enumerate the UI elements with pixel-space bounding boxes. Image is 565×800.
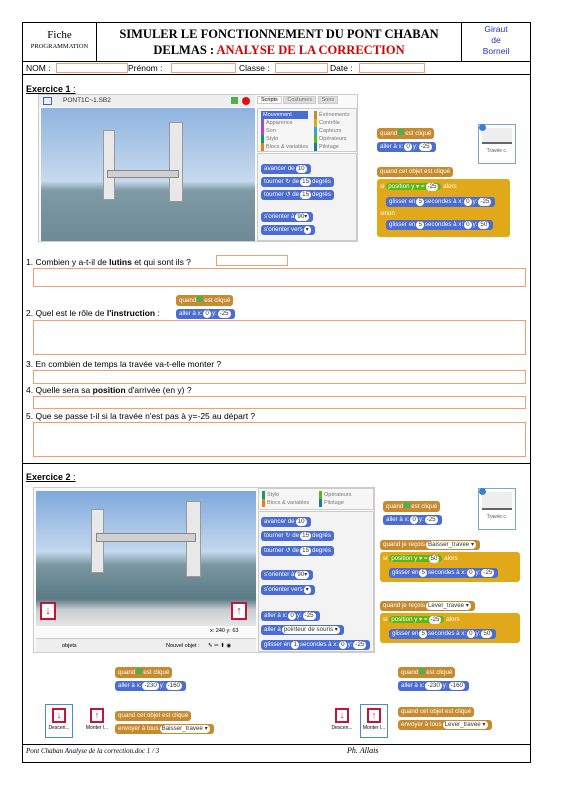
footer-line — [22, 744, 531, 745]
bottom-left-click-hat[interactable]: quand cet objet est cliqué — [115, 711, 191, 721]
window-title: PONT1C~1.SB2 — [63, 97, 111, 104]
answer-1-box[interactable] — [33, 268, 526, 287]
category-pilotage[interactable]: Pilotage — [314, 143, 350, 151]
descendre-label: Descen... — [331, 725, 353, 731]
classe-label: Classe : — [239, 63, 270, 73]
ex2-receive-lever[interactable]: quand je reçois Lever_travee ▾ — [380, 601, 475, 611]
nom-input[interactable] — [56, 63, 128, 73]
monter-sprite-thumbnail-2[interactable]: ↑ Monter l... — [360, 704, 388, 738]
answer-5-box[interactable] — [33, 422, 526, 457]
category-operateurs[interactable]: Opérateurs — [319, 491, 352, 499]
palette-tourner-gauche[interactable]: tourner ↺ de 15 degrés — [261, 190, 334, 200]
date-label: Date : — [330, 63, 353, 73]
answer-3-box[interactable] — [33, 370, 526, 384]
prenom-label: Prénom : — [128, 63, 163, 73]
exercise-1-title: Exercice 1 : — [26, 84, 76, 94]
title-cell — [96, 22, 462, 62]
q2-flag-hat: quand est cliqué — [176, 295, 233, 306]
title-prefix: DELMAS : — [153, 43, 217, 57]
category-stylo[interactable]: Stylo — [262, 491, 309, 499]
category-son[interactable]: Son — [261, 127, 308, 135]
category-operateurs[interactable]: Opérateurs — [314, 135, 350, 143]
classe-input[interactable] — [275, 63, 328, 73]
fields-row — [22, 61, 531, 75]
school-line-2: de — [491, 35, 501, 45]
sprites-bar — [36, 638, 256, 652]
bridge-deck — [107, 170, 179, 178]
palette-orienter-a[interactable]: s'orienter à 90▾ — [261, 212, 313, 222]
category-evenements[interactable]: Événements — [314, 111, 350, 119]
ex2-glide-down[interactable]: glisser en 5 secondes à x: 0 y: -25 — [389, 568, 498, 578]
bridge-tower-right — [169, 122, 183, 202]
question-3: 3. En combien de temps la travée va-t-elle monter ? — [26, 359, 222, 369]
descendre-sprite-thumbnail[interactable]: ↓ Descen... — [45, 704, 73, 738]
stage-photo — [41, 108, 255, 241]
descendre-sprite-thumbnail-2[interactable]: ↓ Descen... — [328, 704, 356, 738]
question-1: 1. Combien y a-t-il de lutins et qui sont ils ? — [26, 257, 191, 267]
answer-1-short[interactable] — [216, 255, 288, 266]
school-line-1: Giraut — [484, 24, 508, 34]
stage-photo-2 — [36, 491, 256, 626]
info-icon[interactable] — [479, 488, 486, 495]
school-cell — [461, 22, 531, 62]
category-blocs[interactable]: Blocs & variables — [262, 499, 309, 507]
section-divider — [22, 463, 531, 464]
palette-aller-a-xy[interactable]: aller à x: 0 y: -25 — [261, 611, 320, 621]
palette-aller-a-pointeur[interactable]: aller à pointeur de souris ▾ — [261, 625, 344, 635]
palette-avancer[interactable]: avancer de 10 — [261, 517, 311, 527]
info-icon[interactable] — [479, 124, 486, 131]
scratch-window-2 — [33, 487, 375, 653]
new-sprite-label: Nouvel objet : — [166, 643, 200, 649]
ex1-glide-up[interactable]: glisser en 5 secondes à x: 0 y: -25 — [386, 197, 495, 207]
ex1-glide-down[interactable]: glisser en 5 secondes à x: 0 y: 50 — [386, 220, 493, 230]
monter-sprite-thumbnail[interactable]: ↑ Monter l... — [84, 704, 110, 738]
q2-goto-block: aller à x: 0 y: -25 — [176, 309, 235, 319]
question-5: 5. Que se passe t-il si la travée n'est pas à y=-25 au départ ? — [26, 411, 256, 421]
ex1-flag-hat[interactable]: quand est cliqué — [377, 128, 434, 139]
new-sprite-icons[interactable]: ✎ ✂ ⬆ ◉ — [208, 643, 232, 649]
tab-bar — [257, 97, 357, 107]
category-panel — [257, 108, 357, 152]
objets-label: objets — [62, 643, 77, 649]
monter-label: Monter l... — [85, 725, 109, 731]
category-capteurs[interactable]: Capteurs — [314, 127, 350, 135]
block-palette-2 — [258, 511, 374, 652]
scratch-window-1 — [38, 94, 358, 242]
bottom-left-broadcast[interactable]: envoyer à tous Baisser_travee ▾ — [115, 724, 214, 734]
descendre-label: Descen... — [48, 725, 70, 731]
question-2: 2. Quel est le rôle de l'instruction : — [26, 308, 160, 318]
answer-2-box[interactable] — [33, 320, 526, 355]
palette-glisser[interactable]: glisser en 1 secondes à x: 0 y: -25 — [261, 640, 370, 650]
category-apparence[interactable]: Apparence — [261, 119, 308, 127]
stage-up-button[interactable]: ↑ — [231, 602, 247, 620]
nom-label: NOM : — [26, 63, 51, 73]
bottom-right-click-hat[interactable]: quand cet objet est cliqué — [398, 707, 474, 717]
ex2-flag-hat[interactable]: quand est cliqué — [383, 501, 440, 512]
category-pilotage[interactable]: Pilotage — [319, 499, 352, 507]
bottom-left-flag-hat[interactable]: quand est cliqué — [115, 667, 172, 678]
palette-tourner-droite[interactable]: tourner ↻ de 15 degrés — [261, 177, 334, 187]
fiche-cell — [22, 22, 97, 62]
page-title: SIMULER LE FONCTIONNEMENT DU PONT CHABAN — [119, 27, 439, 41]
palette-tourner-gauche[interactable]: tourner ↺ de 15 degrés — [261, 546, 334, 556]
palette-tourner-droite[interactable]: tourner ↻ de 15 degrés — [261, 531, 334, 541]
bridge-tower-left — [103, 130, 115, 200]
palette-orienter-a[interactable]: s'orienter à 90▾ — [261, 570, 313, 580]
bottom-right-goto[interactable]: aller à x: -230 y: -160 — [398, 681, 469, 691]
palette-avancer[interactable]: avancer de 10 — [261, 164, 311, 174]
ex2-receive-baisser[interactable]: quand je reçois Baisser_travee ▾ — [380, 540, 480, 550]
category-controle[interactable]: Contrôle — [314, 119, 350, 127]
fullscreen-icon[interactable] — [43, 97, 52, 105]
category-blocs[interactable]: Blocs & variables — [261, 143, 308, 151]
stage-down-button[interactable]: ↓ — [40, 602, 56, 620]
sprite-label: Travée c. — [486, 514, 508, 520]
block-palette — [257, 153, 357, 241]
tab-sons[interactable]: Sons — [318, 96, 339, 104]
bottom-right-flag-hat[interactable]: quand est cliqué — [398, 667, 455, 678]
date-input[interactable] — [359, 63, 425, 73]
tab-costumes[interactable]: Costumes — [283, 96, 316, 104]
bottom-left-goto[interactable]: aller à x: -230 y: -160 — [115, 681, 186, 691]
ex2-if-2[interactable]: si position y ▾ = -25 alors — [380, 615, 463, 625]
question-4: 4. Quelle sera sa position d'arrivée (en y) ? — [26, 385, 192, 395]
ex1-click-hat[interactable]: quand cet objet est cliqué — [377, 167, 453, 177]
answer-4-box[interactable] — [33, 396, 526, 409]
bottom-right-broadcast[interactable]: envoyer à tous Lever_travee ▾ — [398, 720, 492, 730]
green-flag-icon[interactable] — [231, 97, 238, 104]
ex1-else-line: sinon — [377, 209, 398, 219]
footer-right: Ph. Allais — [347, 746, 379, 755]
bridge-deck — [96, 533, 196, 542]
ex2-goto-block[interactable]: aller à x: 0 y: -25 — [383, 515, 442, 525]
title-highlight: ANALYSE DE LA CORRECTION — [216, 43, 405, 57]
tab-scripts[interactable]: Scripts — [257, 96, 282, 104]
footer-left: Pont Chaban Analyse de la correction.doc 1 / 3 — [26, 747, 160, 755]
palette-orienter-vers[interactable]: s'orienter vers ▾ — [261, 585, 315, 595]
category-stylo[interactable]: Stylo — [261, 135, 308, 143]
mouse-coords: x: 240 y: 63 — [210, 628, 239, 634]
exercise-2-title: Exercice 2 : — [26, 472, 76, 482]
fiche-label: Fiche — [47, 29, 72, 41]
ex1-if-line[interactable]: si position y ▾ = -25 alors — [377, 182, 460, 192]
window-titlebar — [39, 95, 255, 107]
prenom-input[interactable] — [171, 63, 236, 73]
sprite-label: Travée c. — [486, 148, 508, 154]
school-line-3: Borneil — [482, 46, 510, 56]
ex2-if-1[interactable]: si position y ▾ = 50 alors — [380, 554, 461, 564]
ex1-goto-block[interactable]: aller à x: 0 y: -25 — [377, 142, 436, 152]
palette-orienter-vers[interactable]: s'orienter vers ▾ — [261, 225, 315, 235]
monter-label: Monter l... — [362, 725, 386, 731]
category-mouvement[interactable]: Mouvement — [261, 111, 308, 119]
category-panel-2 — [258, 488, 374, 510]
ex2-glide-up[interactable]: glisser en 5 secondes à x: 0 y: 50 — [389, 629, 496, 639]
flag-icon — [398, 129, 404, 135]
programmation-label: PROGRAMMATION — [30, 43, 89, 50]
stop-icon[interactable] — [242, 97, 250, 105]
